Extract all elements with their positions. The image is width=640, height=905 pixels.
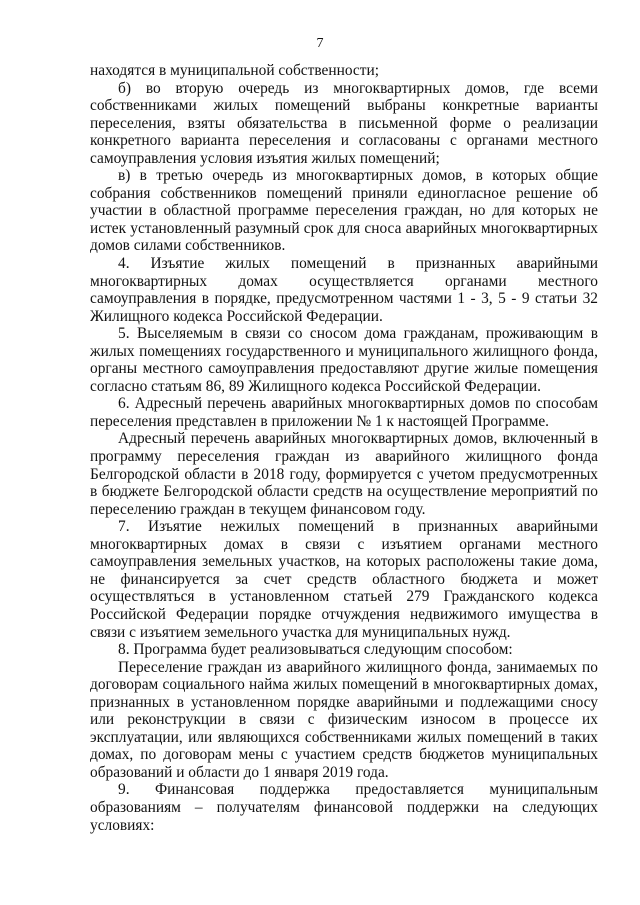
paragraph-7: 7. Изъятие нежилых помещений в признанных аварийными многоквартирных домах в связи с изъятием органами местного самоуправления земельных участков, на которых расположены такие дома, не финансируется за счет средств областного бюджета и может осуществляться в установленном статьей 279 Гражданского кодекса Российской Федерации порядке отчуждения недвижимого имущества в связи с изъятием земельного участка для муниципальных нужд. [90,518,598,641]
page-number: 7 [316,36,324,51]
paragraph-8-method: Переселение граждан из аварийного жилищного фонда, занимаемых по договорам социального найма жилых помещений в многоквартирных домах, признанных в установленном порядке аварийными и подлежащими сносу или реконструкции в связи с физическим износом в процессе их эксплуатации, или являющихся собственниками жилых помещений в таких домах, по договорам мены с участием средств бюджетов муниципальных образований и области до 1 января 2019 года. [90,658,598,781]
paragraph-4: 4. Изъятие жилых помещений в признанных аварийными многоквартирных домах осуществляется органами местного самоуправления в порядке, предусмотренном частями 1 - 3, 5 - 9 статьи 32 Жилищного кодекса Российской Федерации. [90,255,598,325]
paragraph-8: 8. Программа будет реализовываться следующим способом: [118,641,513,659]
paragraph-item-v: в) в третью очередь из многоквартирных домов, в которых общие собрания собственников помещений приняли единогласное решение об участии в областной программе переселения граждан, но для которых не истек установленный разумный срок для сноса аварийных многоквартирных домов силами собственников. [90,167,598,255]
paragraph-9: 9. Финансовая поддержка предоставляется муниципальным образованиям – получателям финансовой поддержки на следующих условиях: [90,781,598,834]
paragraph-5: 5. Выселяемым в связи со сносом дома гражданам, проживающим в жилых помещениях государственного и муниципального жилищного фонда, органы местного самоуправления предоставляют другие жилые помещения согласно статьям 86, 89 Жилищного кодекса Российской Федерации. [90,325,598,395]
document-body [90,62,598,834]
paragraph-6-address-list: Адресный перечень аварийных многоквартирных домов, включенный в программу переселения граждан из аварийного жилищного фонда Белгородской области в 2018 году, формируется с учетом предусмотренных в бюджете Белгородской области средств на осуществление мероприятий по переселению граждан в текущем финансовом году. [90,430,598,518]
paragraph-item-b: б) во вторую очередь из многоквартирных домов, где всеми собственниками жилых помещений выбраны конкретные варианты переселения, взяты обязательства в письменной форме о реализации конкретного варианта переселения и согласованы с органами местного самоуправления условия изъятия жилых помещений; [90,79,598,167]
paragraph-6: 6. Адресный перечень аварийных многоквартирных домов по способам переселения представлен в приложении № 1 к настоящей Программе. [90,395,598,430]
paragraph-continuation: находятся в муниципальной собственности; [90,62,379,79]
